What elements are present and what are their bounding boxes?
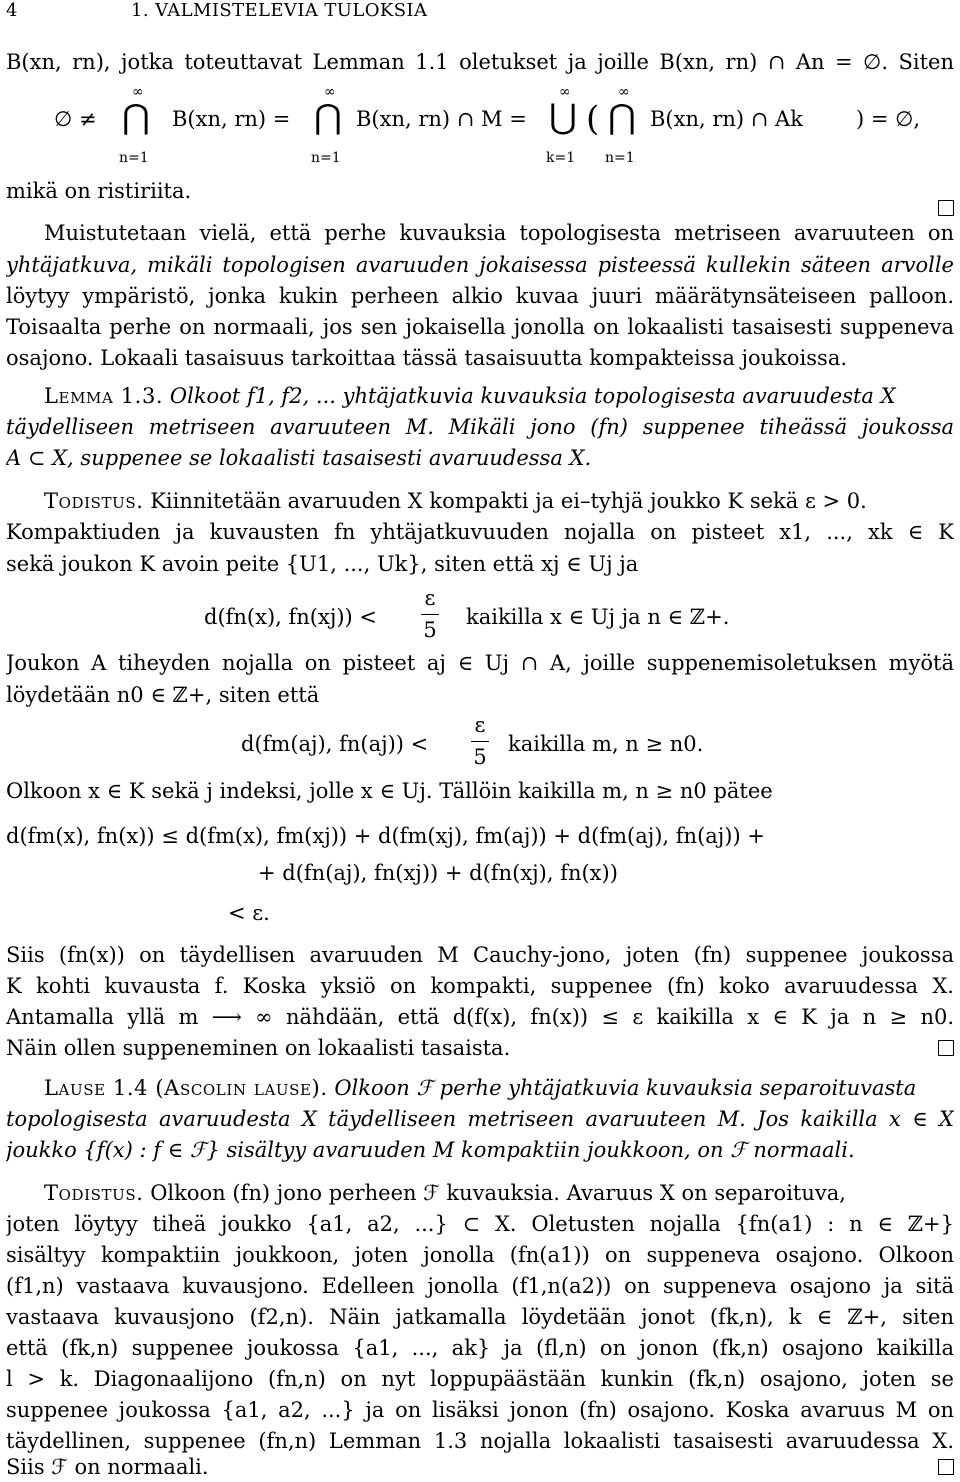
lause-line-2: topologisesta avaruudesta X täydelliseen metriseen avaruuteen M. Jos kaikilla x ∈ X bbox=[6, 1107, 954, 1131]
page-number: 4 bbox=[6, 0, 18, 21]
eq-lower-limit-4: n=1 bbox=[605, 150, 635, 166]
proof1-line-5: löydetään n0 ∈ ℤ+, siten että bbox=[6, 683, 320, 707]
ineq1-numerator: ε bbox=[424, 586, 436, 610]
display-inequality-1 bbox=[6, 586, 954, 646]
proof2-line-6: että (fk,n) suppenee joukossa {a1, ..., ak} ja (fl,n) on jonon (fk,n) osajono kaikilla bbox=[6, 1336, 954, 1360]
chain-line-2: + d(fn(aj), fn(xj)) + d(fn(xj), fn(x)) bbox=[258, 861, 618, 885]
proof1-line-2: Kompaktiuden ja kuvausten fn yhtäjatkuvuuden nojalla on pisteet x1, ..., xk ∈ K bbox=[6, 520, 954, 544]
eq-term-1: B(xn, rn) = bbox=[172, 107, 291, 131]
lause-label: Lause 1.4 (Ascolin lause). bbox=[44, 1076, 328, 1100]
display-inequality-2 bbox=[6, 713, 954, 773]
ineq2-fraction-bar bbox=[471, 741, 489, 742]
running-header bbox=[6, 0, 954, 22]
proof1-line-9: Antamalla yllä m ⟶ ∞ nähdään, että d(f(x), fn(x)) ≤ ε kaikilla x ∈ K ja n ≥ n0. bbox=[6, 1005, 954, 1029]
qed-square-icon bbox=[938, 200, 954, 216]
proof1-line-10: Näin ollen suppeneminen on lokaalisti tasaista. bbox=[6, 1036, 511, 1060]
ineq1-denominator: 5 bbox=[423, 618, 437, 642]
para1-line-5: osajono. Lokaali tasaisuus tarkoittaa tässä tasaisuutta kompakteissa joukoissa. bbox=[6, 346, 848, 370]
eq-term-3-close: ) = ∅, bbox=[856, 107, 921, 131]
lemma-line-2: täydelliseen metriseen avaruuteen M. Mikäli jono (fn) suppenee tiheässä joukossa bbox=[6, 415, 954, 439]
lause-line-3: joukko {f(x) : f ∈ ℱ} sisältyy avaruuden M kompaktiin joukkoon, on ℱ normaali. bbox=[6, 1138, 855, 1162]
ineq1-rhs: kaikilla x ∈ Uj ja n ∈ ℤ+. bbox=[466, 605, 730, 629]
proof2-line-2: joten löytyy tiheä joukko {a1, a2, ...} ⊂ X. Oletusten nojalla {fn(a1) : n ∈ ℤ+} bbox=[6, 1212, 954, 1236]
eq-upper-limit-2: ∞ bbox=[324, 84, 336, 100]
document-page bbox=[6, 0, 954, 1482]
big-intersection-symbol-3: ⋂ bbox=[608, 97, 636, 137]
eq-upper-limit-3: ∞ bbox=[559, 84, 571, 100]
eq-lower-limit-2: n=1 bbox=[311, 150, 341, 166]
chapter-title: 1. VALMISTELEVIA TULOKSIA bbox=[131, 0, 428, 21]
lemma-label: Lemma 1.3. bbox=[44, 384, 164, 408]
big-union-symbol: ⋃ bbox=[549, 97, 577, 137]
para1-line-1: Muistutetaan vielä, että perhe kuvauksia topologisesta metriseen avaruuteen on bbox=[44, 221, 954, 245]
ineq1-fraction-bar bbox=[421, 614, 439, 615]
proof-label: Todistus. bbox=[44, 489, 144, 513]
proof1-line-3: sekä joukon K avoin peite {U1, ..., Uk}, siten että xj ∈ Uj ja bbox=[6, 552, 639, 576]
lause-line-1: Olkoon ℱ perhe yhtäjatkuvia kuvauksia separoituvasta bbox=[334, 1076, 917, 1100]
proof2-line-7: l > k. Diagonaalijono (fn,n) on nyt loppupäästään kunkin (fk,n) osajono, joten se bbox=[6, 1367, 954, 1391]
intro-line-1: B(xn, rn), jotka toteuttavat Lemman 1.1 oletukset ja joille B(xn, rn) ∩ An = ∅. Siten bbox=[6, 50, 954, 74]
lemma-1-3 bbox=[6, 381, 954, 411]
proof2-line-10: Siis ℱ on normaali. bbox=[6, 1455, 209, 1479]
eq-upper-limit-4: ∞ bbox=[618, 84, 630, 100]
eq-term-2: B(xn, rn) ∩ M = bbox=[356, 107, 527, 131]
proof1-line-1 bbox=[6, 486, 954, 516]
proof2-line-9: täydellinen, suppenee (fn,n) Lemman 1.3 nojalla lokaalisti tasaisesti avaruudessa X. bbox=[6, 1429, 954, 1453]
eq-upper-limit-1: ∞ bbox=[132, 84, 144, 100]
proof2-line-4: (f1,n) vastaava kuvausjono. Edelleen jonolla (f1,n(a2)) on suppeneva osajono ja sitä bbox=[6, 1274, 954, 1298]
ineq1-lhs: d(fn(x), fn(xj)) < bbox=[204, 605, 378, 629]
para1-line-2: yhtäjatkuva, mikäli topologisen avaruuden jokaisessa pisteessä kullekin säteen arvolle bbox=[6, 253, 954, 277]
para1-line-3: löytyy ympäristö, jonka kukin perheen alkio kuvaa juuri määrätynsäteiseen palloon. bbox=[6, 284, 954, 308]
proof1-line-7: Siis (fn(x)) on täydellisen avaruuden M Cauchy-jono, joten (fn) suppenee joukossa bbox=[6, 943, 954, 967]
proof1-line-6: Olkoon x ∈ K sekä j indeksi, jolle x ∈ Uj. Tällöin kaikilla m, n ≥ n0 pätee bbox=[6, 779, 773, 803]
qed-square-icon bbox=[938, 1459, 954, 1475]
ineq2-rhs: kaikilla m, n ≥ n0. bbox=[508, 732, 704, 756]
proof1-text-1: Kiinnitetään avaruuden X kompakti ja ei–tyhjä joukko K sekä ε > 0. bbox=[150, 489, 867, 513]
proof2-line-8: suppenee joukossa {a1, a2, ...} ja on lisäksi jonon (fn) osajono. Koska avaruus M on bbox=[6, 1398, 954, 1422]
eq-lower-limit-3: k=1 bbox=[546, 150, 576, 166]
ineq2-numerator: ε bbox=[474, 713, 486, 737]
proof2-label: Todistus. bbox=[44, 1181, 144, 1205]
eq-lower-limit-1: n=1 bbox=[119, 150, 149, 166]
intro-line-2: mikä on ristiriita. bbox=[6, 179, 192, 203]
big-intersection-symbol-1: ⋂ bbox=[122, 97, 150, 137]
para1-line-4: Toisaalta perhe on normaali, jos sen jokaisella jonolla on lokaalisti tasaisesti suppeneva bbox=[6, 315, 954, 339]
eq-lhs: ∅ ≠ bbox=[54, 107, 97, 131]
chain-line-3: < ε. bbox=[228, 901, 270, 925]
qed-square-icon bbox=[938, 1040, 954, 1056]
display-equation-intersection bbox=[6, 84, 954, 176]
proof2-line-5: vastaava kuvausjono (f2,n). Näin jatkamalla löydetään jonot (fk,n), k ∈ ℤ+, siten bbox=[6, 1305, 954, 1329]
eq-open-paren: ( bbox=[586, 99, 600, 139]
chain-line-1: d(fm(x), fn(x)) ≤ d(fm(x), fm(xj)) + d(fm(xj), fm(aj)) + d(fm(aj), fn(aj)) + bbox=[6, 824, 765, 848]
lemma-line-3: A ⊂ X, suppenee se lokaalisti tasaisesti avaruudessa X. bbox=[6, 446, 592, 470]
lemma-line-1: Olkoot f1, f2, ... yhtäjatkuvia kuvauksia topologisesta avaruudesta X bbox=[169, 384, 896, 408]
proof2-text-1: Olkoon (fn) jono perheen ℱ kuvauksia. Avaruus X on separoituva, bbox=[150, 1181, 846, 1205]
ineq2-denominator: 5 bbox=[473, 745, 487, 769]
proof2-line-3: sisältyy kompaktiin joukkoon, joten jonolla (fn(a1)) on suppeneva osajono. Olkoon bbox=[6, 1243, 954, 1267]
proof1-line-4: Joukon A tiheyden nojalla on pisteet aj ∈ Uj ∩ A, joille suppenemisoletuksen myötä bbox=[6, 651, 954, 675]
big-intersection-symbol-2: ⋂ bbox=[314, 97, 342, 137]
proof2-line-1 bbox=[6, 1178, 954, 1208]
lause-1-4 bbox=[6, 1073, 954, 1103]
ineq2-lhs: d(fm(aj), fn(aj)) < bbox=[241, 732, 429, 756]
eq-term-3: B(xn, rn) ∩ Ak bbox=[650, 107, 803, 131]
proof1-line-8: K kohti kuvausta f. Koska yksiö on kompakti, suppenee (fn) koko avaruudessa X. bbox=[6, 974, 954, 998]
